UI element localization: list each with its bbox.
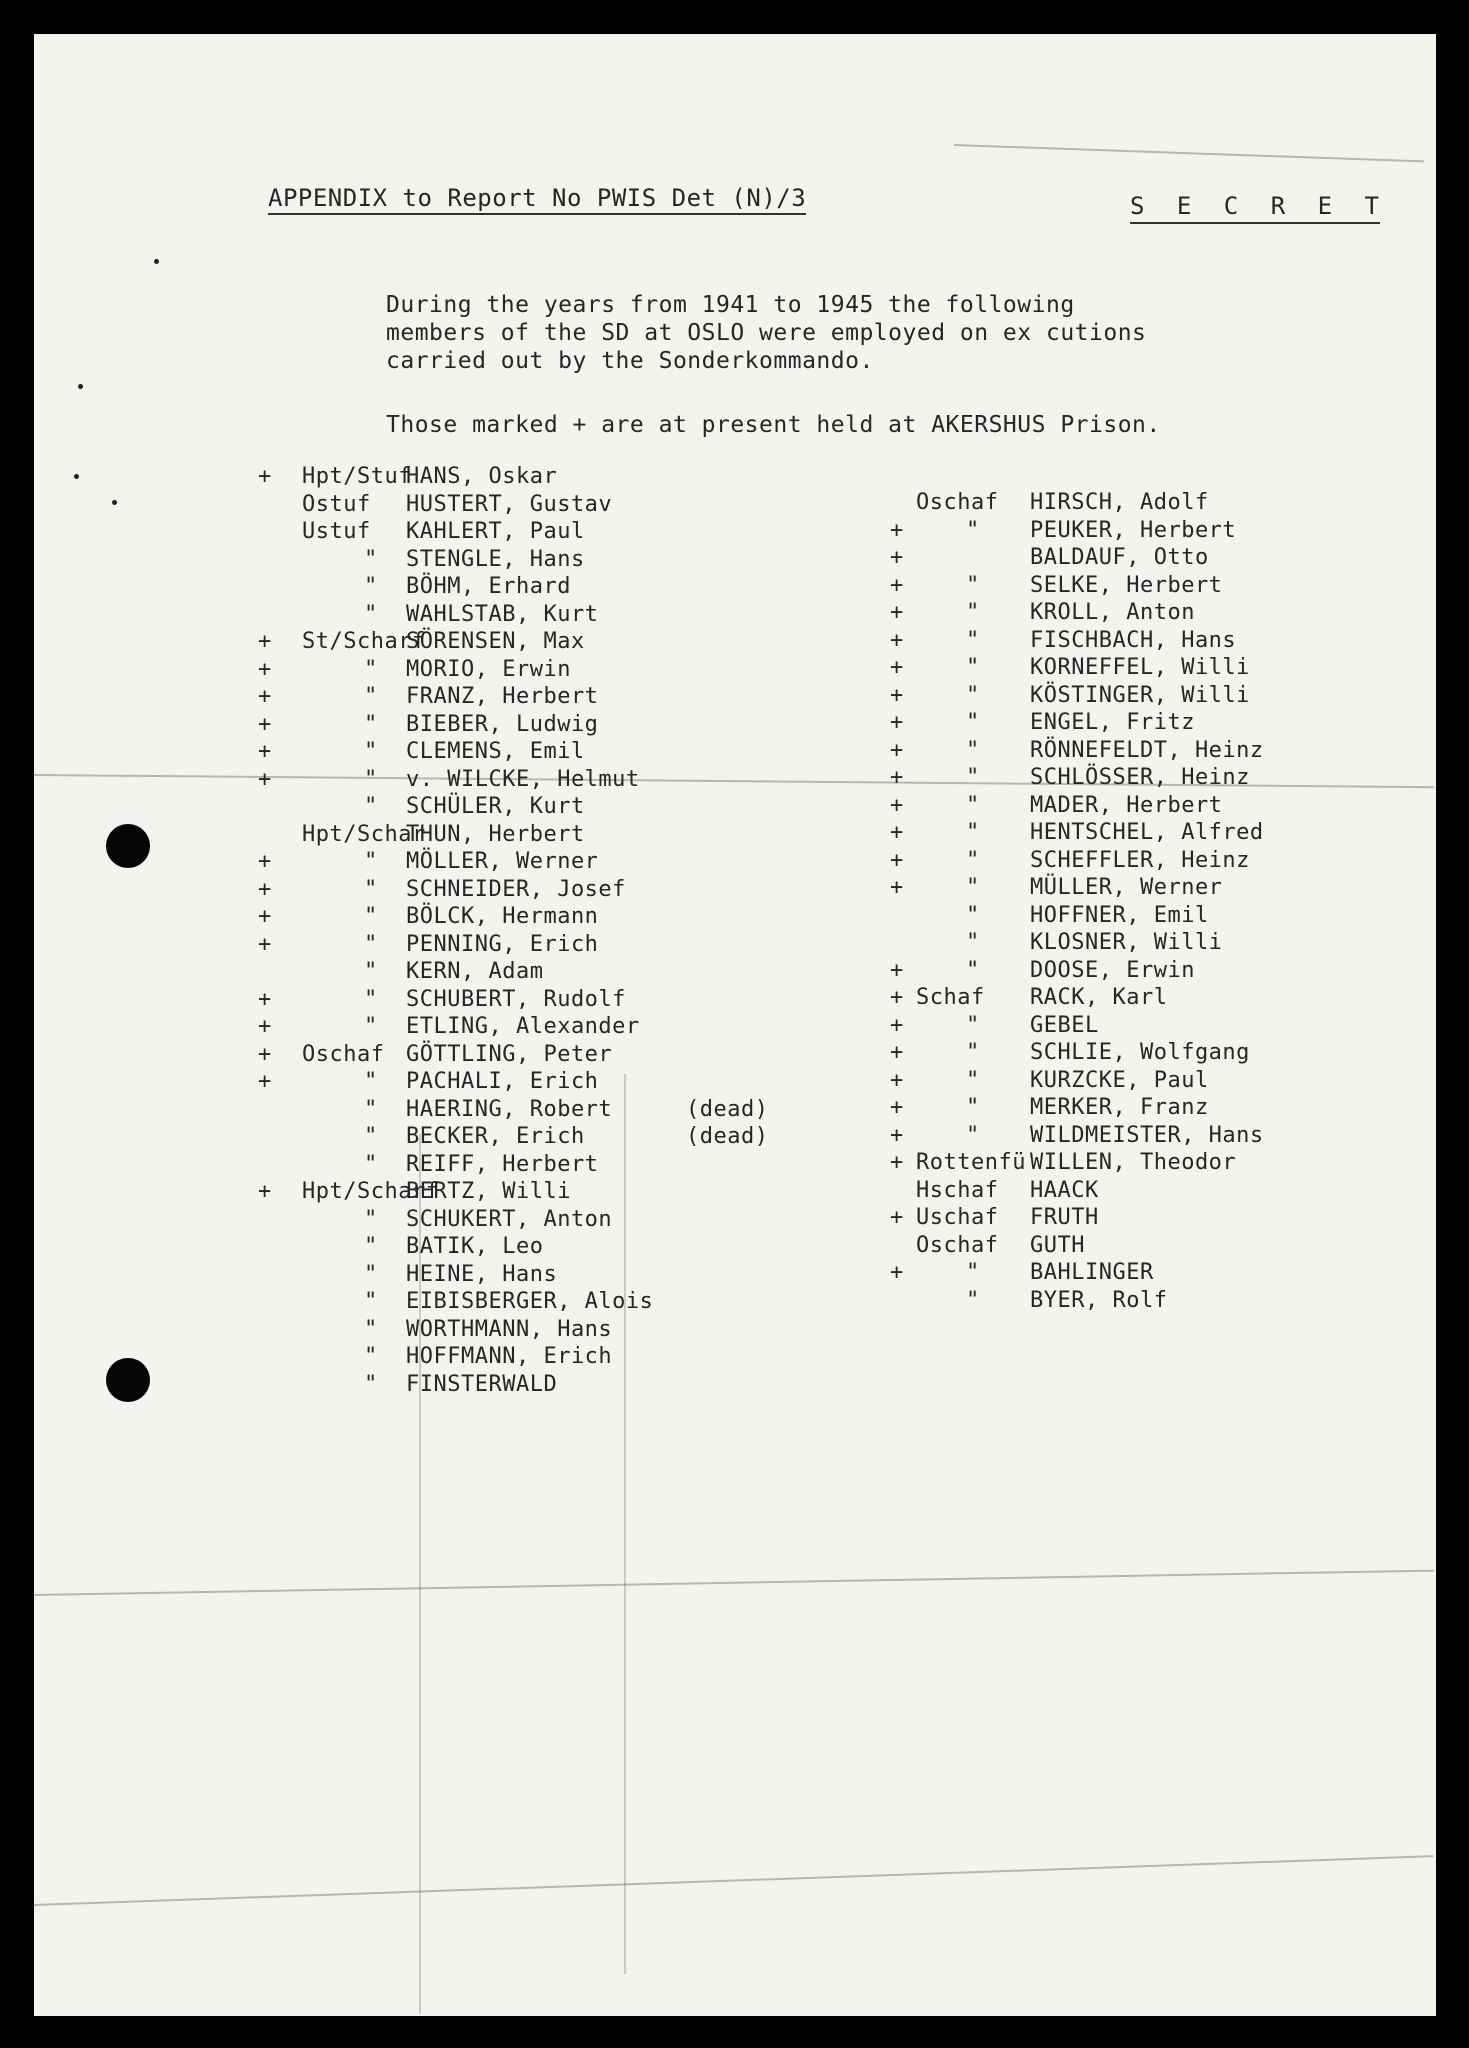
- list-item: [890, 628, 1410, 656]
- list-item: [890, 903, 1410, 931]
- entry-note: (dead): [686, 1124, 769, 1149]
- list-item: [890, 545, 1410, 573]
- entry-name: KLOSNER, Willi: [1030, 930, 1223, 955]
- entry-mark: +: [890, 957, 904, 983]
- entry-name: SCHLIE, Wolfgang: [1030, 1040, 1250, 1065]
- entry-ditto: ": [364, 656, 378, 682]
- list-item: [258, 684, 858, 712]
- entry-mark: +: [890, 1260, 904, 1285]
- entry-rank: Ostuf: [302, 491, 371, 517]
- intro-line: During the years from 1941 to 1945 the following: [386, 292, 1075, 318]
- entry-mark: +: [258, 876, 272, 902]
- entry-name: FRANZ, Herbert: [406, 684, 599, 709]
- entry-mark: +: [258, 629, 272, 654]
- list-item: [890, 738, 1410, 766]
- entry-name: ENGEL, Fritz: [1030, 710, 1195, 735]
- intro-line: members of the SD at OSLO were employed on ex cutions: [386, 320, 1147, 346]
- list-item: [890, 1150, 1410, 1178]
- list-item: [890, 1040, 1410, 1068]
- entry-name: STENGLE, Hans: [406, 546, 585, 572]
- entry-name: BIEBER, Ludwig: [406, 711, 599, 737]
- entry-mark: +: [890, 875, 904, 900]
- entry-ditto: ": [364, 1151, 378, 1177]
- entry-rank: Schaf: [916, 985, 985, 1010]
- entry-name: FINSTERWALD: [406, 1371, 558, 1397]
- entry-name: SCHEFFLER, Heinz: [1030, 847, 1250, 873]
- entry-ditto: ": [966, 1287, 980, 1313]
- entry-mark: +: [890, 737, 904, 763]
- entry-ditto: ": [364, 601, 378, 627]
- entry-mark: +: [890, 765, 904, 790]
- entry-name: KÖSTINGER, Willi: [1030, 682, 1250, 708]
- list-item: [890, 1288, 1410, 1316]
- entry-ditto: ": [364, 1206, 378, 1232]
- entry-name: SELKE, Herbert: [1030, 572, 1223, 598]
- entry-name: BERTZ, Willi: [406, 1179, 571, 1204]
- entry-ditto: ": [966, 1122, 980, 1148]
- list-item: [258, 987, 858, 1015]
- paper-sheet: [34, 34, 1436, 2016]
- entry-ditto: ": [364, 876, 378, 902]
- entry-ditto: ": [364, 1289, 378, 1314]
- entry-rank: Oschaf: [916, 490, 999, 515]
- list-item: [258, 547, 858, 575]
- entry-mark: +: [890, 627, 904, 653]
- entry-name: WAHLSTAB, Kurt: [406, 601, 599, 627]
- list-item: [890, 1123, 1410, 1151]
- entry-ditto: ": [966, 627, 980, 653]
- entry-name: SCHUBERT, Rudolf: [406, 986, 626, 1012]
- list-item: [258, 574, 858, 602]
- entry-name: RÖNNEFELDT, Heinz: [1030, 737, 1264, 763]
- list-item: [890, 958, 1410, 986]
- entry-ditto: ": [966, 600, 980, 625]
- entry-name: HAERING, Robert: [406, 1096, 613, 1122]
- entry-name: MORIO, Erwin: [406, 656, 571, 682]
- list-item: [890, 655, 1410, 683]
- list-item: [258, 1207, 858, 1235]
- punch-hole: [106, 824, 150, 868]
- list-item: [258, 1289, 858, 1317]
- entry-rank: Hpt/Schar: [302, 821, 426, 847]
- list-item: [258, 1042, 858, 1070]
- entry-mark: +: [890, 1095, 904, 1120]
- list-item: [258, 1344, 858, 1372]
- punch-hole: [106, 1358, 150, 1402]
- entry-name: BAHLINGER: [1030, 1260, 1154, 1285]
- list-item: [258, 739, 858, 767]
- list-item: [258, 1317, 858, 1345]
- entry-mark: +: [258, 684, 272, 709]
- entry-mark: +: [258, 1069, 272, 1094]
- entry-ditto: ": [966, 1067, 980, 1093]
- entry-mark: +: [258, 1041, 272, 1067]
- entry-mark: +: [258, 1179, 272, 1204]
- left-name-list: [258, 464, 858, 1399]
- entry-ditto: ": [364, 1344, 378, 1369]
- entry-mark: +: [890, 792, 904, 818]
- list-item: [258, 822, 858, 850]
- list-item: [258, 767, 858, 795]
- list-item: [890, 1178, 1410, 1206]
- list-item: [258, 1152, 858, 1180]
- entry-ditto: ": [364, 1124, 378, 1149]
- entry-rank: Oschaf: [916, 1232, 999, 1258]
- entry-ditto: ": [364, 546, 378, 572]
- list-item: [258, 629, 858, 657]
- list-item: [890, 573, 1410, 601]
- list-item: [890, 710, 1410, 738]
- entry-name: GÖTTLING, Peter: [406, 1041, 613, 1067]
- list-item: [890, 765, 1410, 793]
- list-item: [890, 1205, 1410, 1233]
- ink-speck: [112, 500, 117, 505]
- intro-line: carried out by the Sonderkommando.: [386, 348, 874, 374]
- list-item: [258, 602, 858, 630]
- list-item: [890, 875, 1410, 903]
- entry-name: SCHÜLER, Kurt: [406, 794, 585, 819]
- entry-ditto: ": [966, 1260, 980, 1285]
- entry-mark: +: [890, 1067, 904, 1093]
- entry-rank: Ustuf: [302, 519, 371, 544]
- entry-name: PEUKER, Herbert: [1030, 517, 1237, 543]
- entry-ditto: ": [364, 711, 378, 737]
- entry-ditto: ": [966, 902, 980, 928]
- entry-name: DOOSE, Erwin: [1030, 957, 1195, 983]
- entry-name: CLEMENS, Emil: [406, 739, 585, 764]
- list-item: [890, 985, 1410, 1013]
- paper-crease: [954, 144, 1424, 162]
- list-item: [890, 1233, 1410, 1261]
- entry-mark: +: [890, 572, 904, 598]
- list-item: [258, 1179, 858, 1207]
- entry-ditto: ": [966, 930, 980, 955]
- entry-name: KORNEFFEL, Willi: [1030, 655, 1250, 680]
- entry-name: SCHUKERT, Anton: [406, 1206, 613, 1232]
- entry-name: FRUTH: [1030, 1205, 1099, 1230]
- entry-ditto: ": [364, 931, 378, 957]
- entry-ditto: ": [364, 904, 378, 929]
- list-item: [890, 683, 1410, 711]
- held-note: Those marked + are at present held at AKERSHUS Prison.: [386, 412, 1161, 438]
- entry-ditto: ": [966, 1012, 980, 1038]
- list-item: [890, 848, 1410, 876]
- list-item: [258, 1097, 858, 1125]
- entry-name: MÖLLER, Werner: [406, 849, 599, 874]
- list-item: [258, 492, 858, 520]
- entry-ditto: ": [966, 765, 980, 790]
- appendix-title: APPENDIX to Report No PWIS Det (N)/3: [268, 184, 807, 212]
- entry-name: KERN, Adam: [406, 959, 544, 984]
- list-item: [258, 877, 858, 905]
- entry-mark: +: [890, 985, 904, 1010]
- list-item: [890, 793, 1410, 821]
- classification-stamp: S E C R E T: [1130, 192, 1388, 220]
- entry-name: HEINE, Hans: [406, 1261, 558, 1287]
- entry-mark: +: [258, 1014, 272, 1039]
- entry-mark: +: [258, 904, 272, 929]
- entry-mark: +: [890, 545, 904, 570]
- entry-ditto: ": [966, 847, 980, 873]
- entry-mark: +: [258, 464, 272, 489]
- entry-name: WILLEN, Theodor: [1030, 1150, 1237, 1175]
- entry-ditto: ": [966, 875, 980, 900]
- entry-rank: Hschaf: [916, 1177, 999, 1203]
- entry-ditto: ": [364, 959, 378, 984]
- entry-ditto: ": [364, 574, 378, 599]
- entry-name: MÜLLER, Werner: [1030, 875, 1223, 900]
- list-item: [258, 1069, 858, 1097]
- entry-name: HANS, Oskar: [406, 464, 558, 489]
- entry-name: REIFF, Herbert: [406, 1151, 599, 1177]
- entry-mark: +: [258, 931, 272, 957]
- entry-note: (dead): [686, 1096, 769, 1122]
- list-item: [890, 930, 1410, 958]
- entry-mark: +: [890, 517, 904, 543]
- entry-name: HOFFMANN, Erich: [406, 1344, 613, 1369]
- entry-name: WILDMEISTER, Hans: [1030, 1122, 1264, 1148]
- entry-name: FISCHBACH, Hans: [1030, 627, 1237, 653]
- list-item: [258, 464, 858, 492]
- list-item: [890, 490, 1410, 518]
- entry-ditto: ": [966, 1095, 980, 1120]
- entry-mark: +: [890, 600, 904, 625]
- entry-name: KURZCKE, Paul: [1030, 1067, 1209, 1093]
- entry-mark: +: [890, 847, 904, 873]
- entry-name: GUTH: [1030, 1232, 1085, 1258]
- entry-ditto: ": [364, 739, 378, 764]
- entry-ditto: ": [364, 1069, 378, 1094]
- entry-mark: +: [258, 986, 272, 1012]
- right-name-list: [890, 490, 1410, 1315]
- list-item: [258, 519, 858, 547]
- entry-mark: +: [890, 655, 904, 680]
- entry-mark: +: [258, 711, 272, 737]
- entry-mark: +: [890, 820, 904, 845]
- entry-mark: +: [890, 1150, 904, 1175]
- entry-name: SÖRENSEN, Max: [406, 629, 585, 654]
- entry-name: BYER, Rolf: [1030, 1287, 1168, 1313]
- entry-name: KROLL, Anton: [1030, 600, 1195, 625]
- entry-name: HENTSCHEL, Alfred: [1030, 820, 1264, 845]
- ink-speck: [78, 384, 83, 389]
- entry-name: SCHLÖSSER, Heinz: [1030, 765, 1250, 790]
- list-item: [258, 1372, 858, 1400]
- list-item: [258, 794, 858, 822]
- entry-name: PENNING, Erich: [406, 931, 599, 957]
- entry-ditto: ": [966, 1040, 980, 1065]
- list-item: [890, 600, 1410, 628]
- list-item: [258, 959, 858, 987]
- entry-name: HUSTERT, Gustav: [406, 491, 613, 517]
- list-item: [258, 1234, 858, 1262]
- list-item: [258, 657, 858, 685]
- entry-name: HIRSCH, Adolf: [1030, 490, 1209, 515]
- entry-mark: +: [890, 1205, 904, 1230]
- entry-rank: Uschaf: [916, 1205, 999, 1230]
- entry-ditto: ": [364, 1371, 378, 1397]
- entry-rank: Rottenfü: [916, 1150, 1026, 1175]
- list-item: [258, 712, 858, 740]
- entry-ditto: ": [364, 986, 378, 1012]
- entry-name: GEBEL: [1030, 1012, 1099, 1038]
- entry-mark: +: [890, 1012, 904, 1038]
- entry-name: BECKER, Erich: [406, 1124, 585, 1149]
- entry-ditto: ": [364, 1014, 378, 1039]
- entry-name: HOFFNER, Emil: [1030, 902, 1209, 928]
- entry-name: SCHNEIDER, Josef: [406, 876, 626, 902]
- entry-name: KAHLERT, Paul: [406, 519, 585, 544]
- entry-rank: St/Scharf: [302, 629, 426, 654]
- entry-ditto: ": [966, 792, 980, 818]
- entry-ditto: ": [364, 1261, 378, 1287]
- entry-name: HAACK: [1030, 1177, 1099, 1203]
- entry-name: BÖLCK, Hermann: [406, 904, 599, 929]
- list-item: [258, 1124, 858, 1152]
- entry-mark: +: [890, 710, 904, 735]
- entry-ditto: ": [966, 682, 980, 708]
- ink-speck: [74, 474, 79, 479]
- entry-mark: +: [890, 682, 904, 708]
- list-item: [890, 1095, 1410, 1123]
- list-item: [258, 1014, 858, 1042]
- list-item: [890, 518, 1410, 546]
- list-item: [258, 849, 858, 877]
- list-item: [890, 1260, 1410, 1288]
- list-item: [890, 820, 1410, 848]
- entry-ditto: ": [966, 957, 980, 983]
- entry-mark: +: [258, 849, 272, 874]
- entry-name: ETLING, Alexander: [406, 1014, 640, 1039]
- paper-crease: [34, 1570, 1434, 1596]
- entry-ditto: ": [364, 766, 378, 792]
- entry-ditto: ": [966, 710, 980, 735]
- entry-name: BATIK, Leo: [406, 1234, 544, 1259]
- entry-name: RACK, Karl: [1030, 985, 1168, 1010]
- entry-rank: Hpt/Stuf: [302, 464, 412, 489]
- list-item: [258, 932, 858, 960]
- entry-name: BALDAUF, Otto: [1030, 545, 1209, 570]
- entry-ditto: ": [966, 737, 980, 763]
- entry-ditto: ": [364, 1316, 378, 1342]
- entry-ditto: ": [966, 517, 980, 543]
- entry-rank: Hpt/Scharf: [302, 1179, 440, 1204]
- list-item: [890, 1068, 1410, 1096]
- entry-ditto: ": [966, 820, 980, 845]
- entry-ditto: ": [364, 794, 378, 819]
- entry-mark: +: [258, 739, 272, 764]
- paper-crease: [34, 1855, 1433, 1906]
- ink-speck: [154, 259, 159, 264]
- entry-ditto: ": [364, 849, 378, 874]
- entry-mark: +: [890, 1122, 904, 1148]
- entry-name: PACHALI, Erich: [406, 1069, 599, 1094]
- entry-rank: Oschaf: [302, 1041, 385, 1067]
- entry-mark: +: [258, 766, 272, 792]
- entry-name: MADER, Herbert: [1030, 792, 1223, 818]
- entry-name: WORTHMANN, Hans: [406, 1316, 613, 1342]
- entry-name: EIBISBERGER, Alois: [406, 1289, 654, 1314]
- entry-name: v. WILCKE, Helmut: [406, 766, 640, 792]
- entry-ditto: ": [966, 572, 980, 598]
- entry-name: BÖHM, Erhard: [406, 574, 571, 599]
- list-item: [890, 1013, 1410, 1041]
- entry-mark: +: [890, 1040, 904, 1065]
- entry-name: MERKER, Franz: [1030, 1095, 1209, 1120]
- entry-ditto: ": [966, 655, 980, 680]
- entry-ditto: ": [364, 1096, 378, 1122]
- list-item: [258, 1262, 858, 1290]
- list-item: [258, 904, 858, 932]
- entry-ditto: ": [364, 684, 378, 709]
- entry-name: THUN, Herbert: [406, 821, 585, 847]
- entry-ditto: ": [364, 1234, 378, 1259]
- entry-mark: +: [258, 656, 272, 682]
